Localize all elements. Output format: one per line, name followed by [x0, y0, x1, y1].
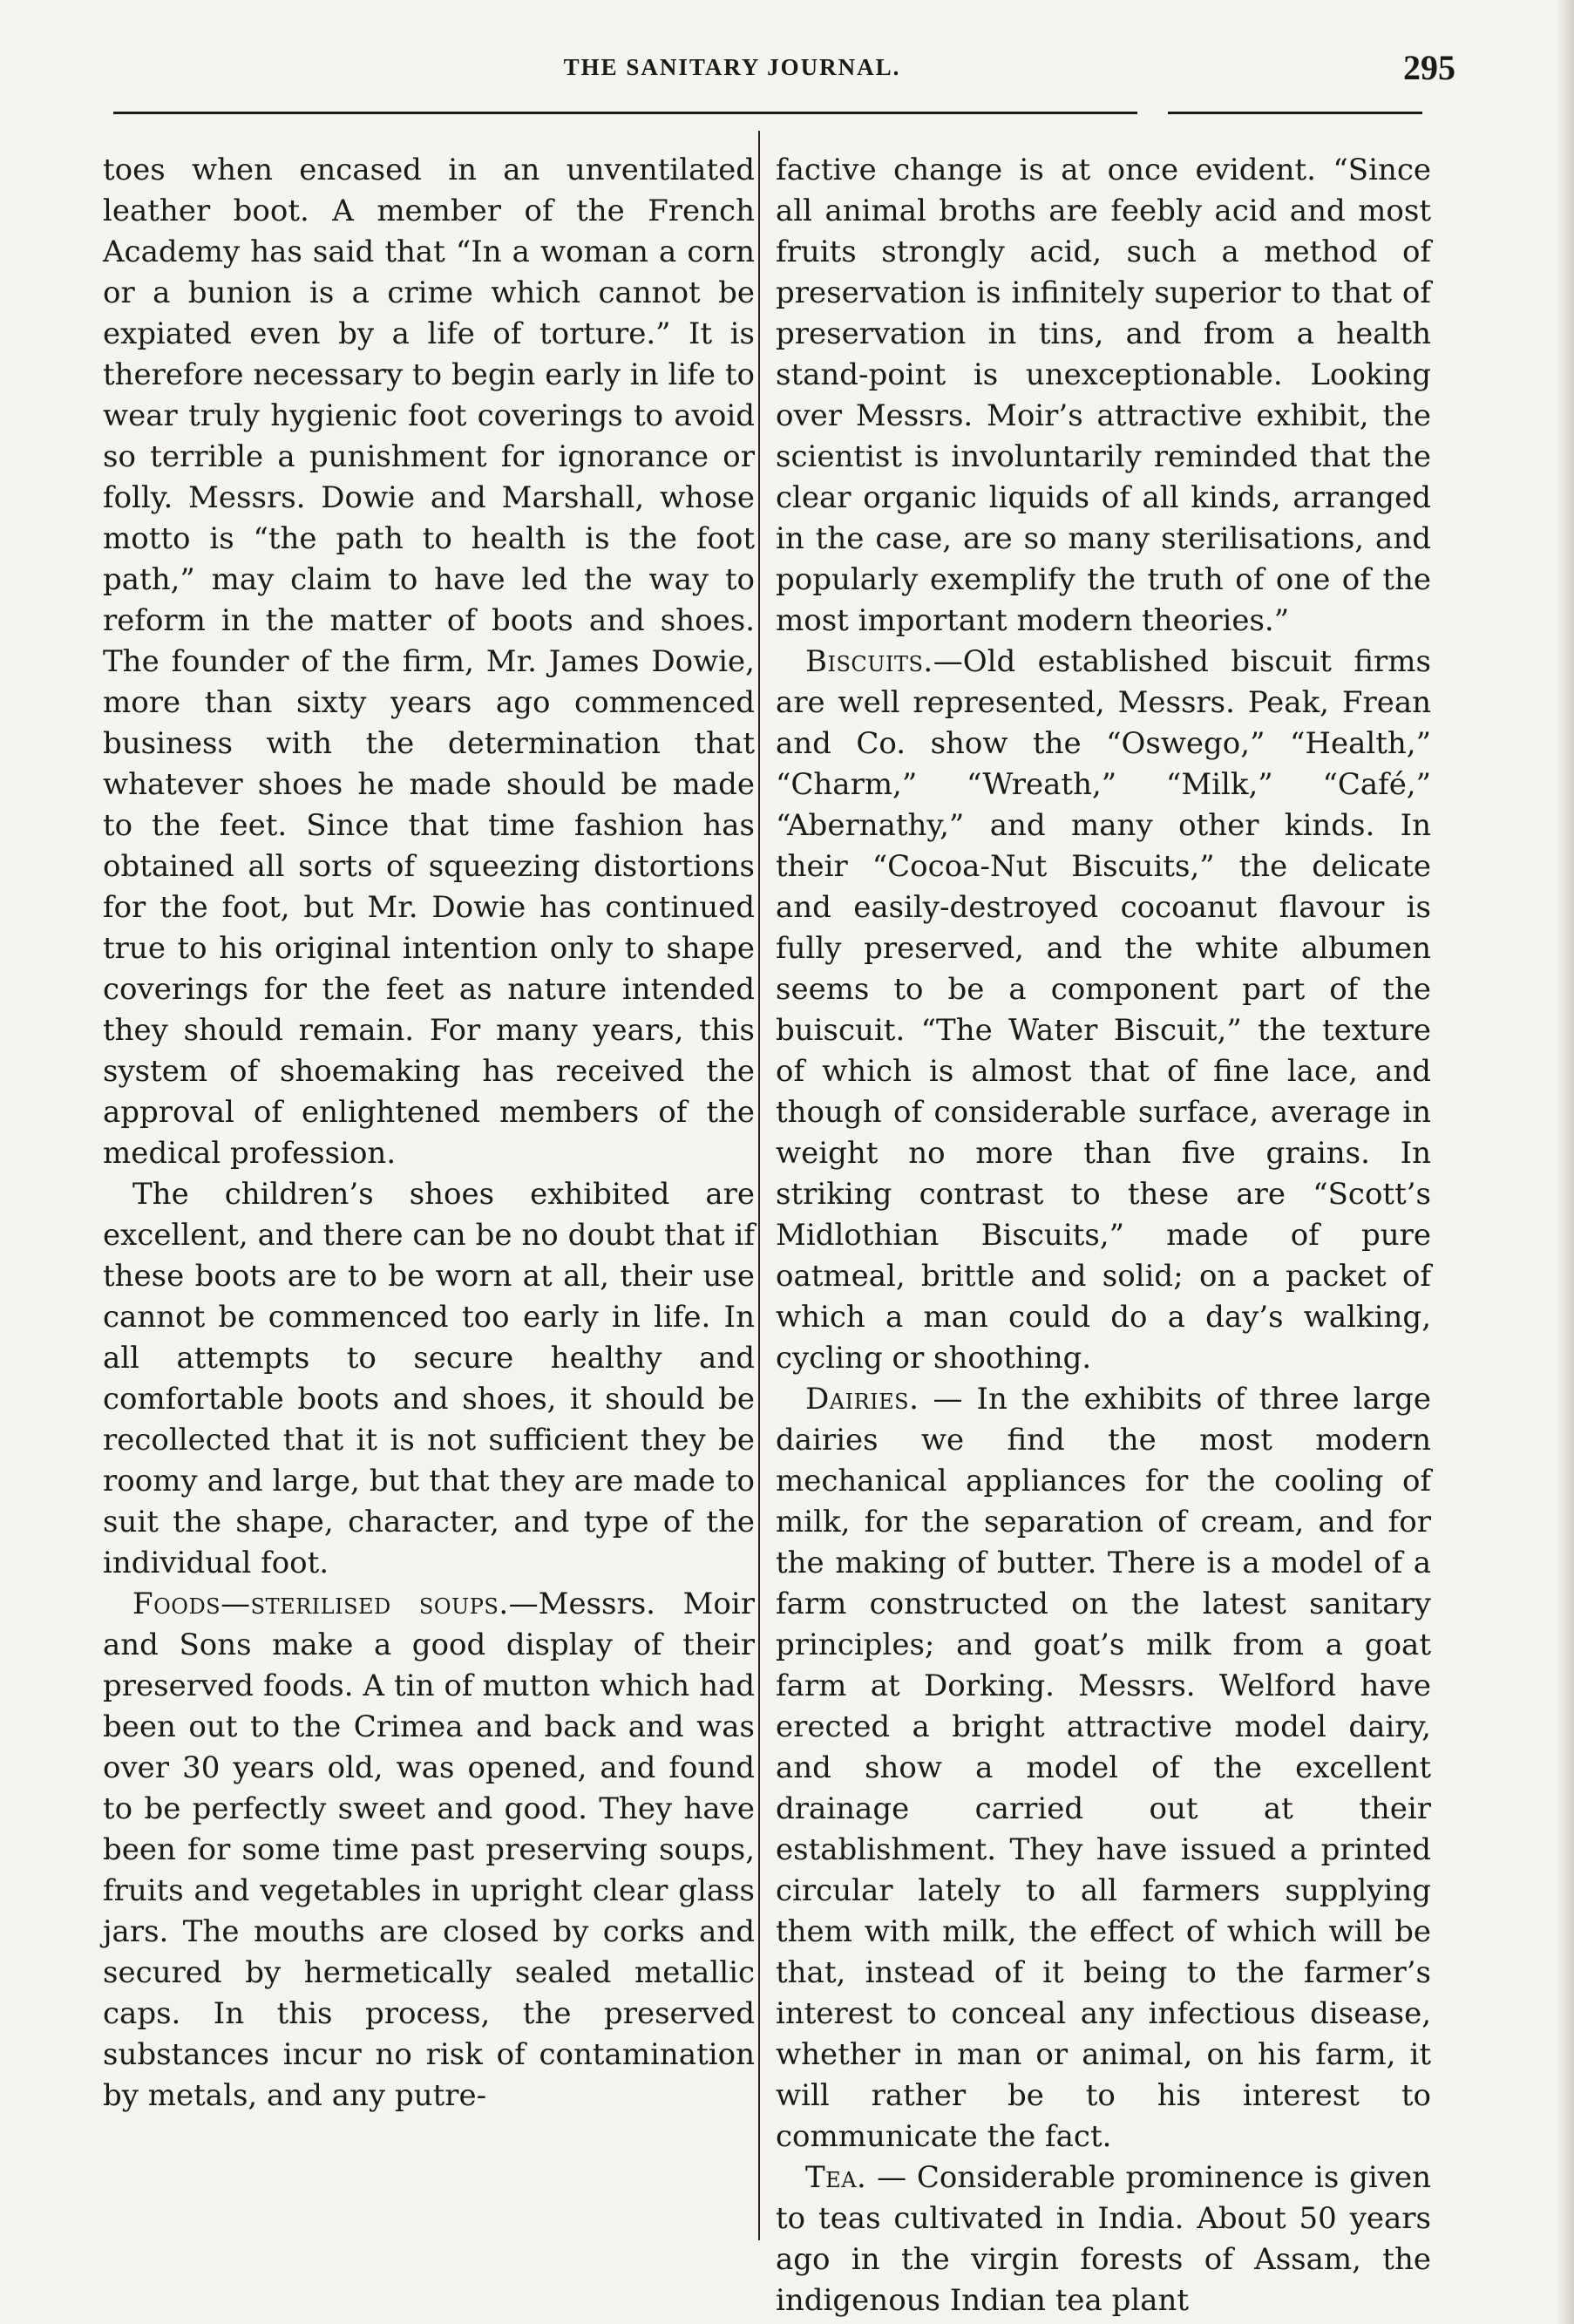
header-rule-left: [113, 112, 1137, 114]
paragraph-tea-body: — Considerable prominence is given to teas cultivated in India. About 50 years ago in the virgin forests of Assam, the indigenous Indian tea plant: [776, 2160, 1431, 2318]
paragraph-tea: [776, 2158, 1431, 2321]
paragraph-dairies-body: — In the exhibits of three large dairies we find the most modern mechanical appliances for the cooling of milk, for the separation of cream, and for the making of butter. There is a model of a farm constructed on the latest sanitary principles; and goat’s milk from a goat farm at Dorking. Messrs. Welford have erected a bright attractive model dairy, and show a model of the excellent drainage carried out at their establishment. They have issued a printed circular lately to all farmers supplying them with milk, the effect of which will be that, instead of it being to the farmer’s interest to conceal any infectious disease, whether in man or animal, on his farm, it will rather be to his interest to communicate the fact.: [776, 1382, 1431, 2154]
section-heading-tea: Tea.: [805, 2160, 867, 2195]
column-divider: [758, 131, 760, 2240]
paragraph-biscuits-body: —Old established biscuit firms are well represented, Messrs. Peak, Frean and Co. show the “Oswego,” “Health,” “Charm,” “Wreath,” “Milk,” “Café,” “Abernathy,” and many other kinds. In their “Cocoa-Nut Biscuits,” the delicate and easily-destroyed cocoanut flavour is fully preserved, and the white albumen seems to be a component part of the buiscuit. “The Water Biscuit,” the texture of which is almost that of fine lace, and though of considerable surface, average in weight no more than five grains. In striking contrast to these are “Scott’s Midlothian Biscuits,” made of pure oatmeal, brittle and solid; on a packet of which a man could do a day’s walking, cycling or shoothing.: [776, 644, 1431, 1376]
paragraph-childrens-shoes: The children’s shoes exhibited are excellent, and there can be no doubt that if these boots are to be worn at all, their use cannot be commenced too early in life. In all attempts to secure healthy and comfortable boots and shoes, it should be recollected that it is not sufficient they be roomy and large, but that they are made to suit the shape, character, and type of the individual foot.: [103, 1177, 755, 1580]
running-title: THE SANITARY JOURNAL.: [563, 54, 901, 80]
header-rule-right: [1168, 112, 1422, 114]
section-heading-biscuits: Biscuits.: [805, 644, 933, 679]
section-heading-foods: Foods—sterilised soups.: [132, 1587, 509, 1621]
paragraph-preservation: factive change is at once evident. “Since all animal broths are feebly acid and most fruits strongly acid, such a method of preservation is infinitely superior to that of preservation in tins, and from a health stand-point is unexceptionable. Looking over Messrs. Moir’s attractive exhibit, the scientist is involuntarily reminded that the clear organic liquids of all kinds, arranged in the case, are so many sterilisations, and popularly exemplify the truth of one of the most important modern theories.”: [776, 153, 1431, 638]
paragraph-foods: [103, 1584, 755, 2117]
paragraph-boots: toes when encased in an unventilated leather boot. A member of the French Academy has said that “In a woman a corn or a bunion is a crime which cannot be expiated even by a life of torture.” It is therefore necessary to begin early in life to wear truly hygienic foot coverings to avoid so terrible a punishment for ignorance or folly. Messrs. Dowie and Marshall, whose motto is “the path to health is the foot path,” may claim to have led the way to reform in the matter of boots and shoes. The founder of the firm, Mr. James Dowie, more than sixty years ago commenced business with the determination that whatever shoes he made should be made to the feet. Since that time fashion has obtained all sorts of squeezing distortions for the foot, but Mr. Dowie has continued true to his original intention only to shape coverings for the feet as nature intended they should remain. For many years, this system of shoemaking has received the approval of enlightened members of the medical profession.: [103, 153, 755, 1171]
binding-edge-shadow: [1555, 0, 1574, 2324]
paragraph-foods-body: —Messrs. Moir and Sons make a good display of their preserved foods. A tin of mutton which had been out to the Crimea and back and was over 30 years old, was opened, and found to be perfectly sweet and good. They have been for some time past preserving soups, fruits and vegetables in upright clear glass jars. The mouths are closed by corks and secured by hermetically sealed metallic caps. In this process, the preserved substances incur no risk of contamination by metals, and any putre-: [103, 1587, 755, 2113]
paragraph-biscuits: [776, 642, 1431, 1379]
paragraph-dairies: [776, 1379, 1431, 2158]
section-heading-dairies: Dairies.: [805, 1382, 919, 1417]
left-column: [103, 150, 755, 2251]
right-column: [776, 150, 1431, 2318]
page-number: 295: [1403, 48, 1455, 87]
running-head: [122, 45, 1455, 94]
